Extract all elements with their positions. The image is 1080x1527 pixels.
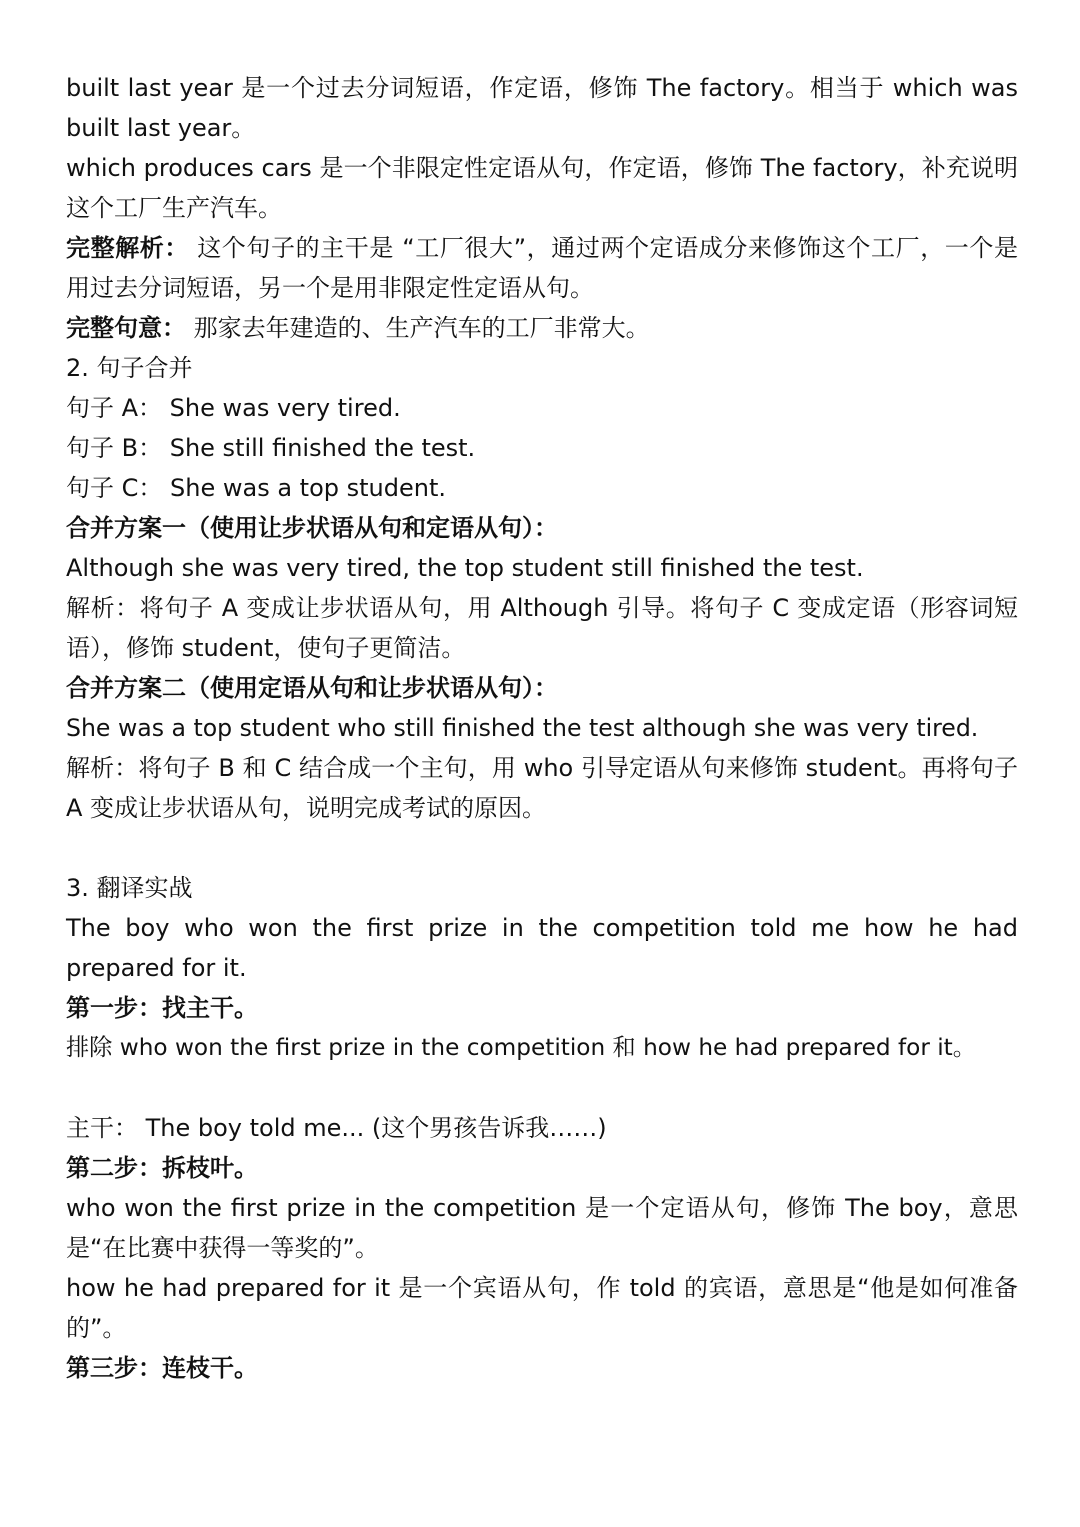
document-page bbox=[66, 68, 1018, 1388]
text-line: built last year 是一个过去分词短语，作定语，修饰 The factory。相当于 which was built last year。 bbox=[66, 74, 1018, 142]
text-line: 句子 A： She was very tired. bbox=[66, 394, 401, 422]
text-line: 主干： The boy told me... (这个男孩告诉我……) bbox=[66, 1114, 607, 1142]
text-span: 那家去年建造的、生产汽车的工厂非常大。 bbox=[186, 314, 650, 342]
section-heading: 3. 翻译实战 bbox=[66, 874, 193, 902]
meaning-paragraph bbox=[66, 308, 1018, 348]
text-span: 这个句子的主干是 “工厂很大”，通过两个定语成分来修饰这个工厂，一个是用过去分词短语，另一个是用非限定性定语从句。 bbox=[66, 234, 1018, 302]
section-heading: 2. 句子合并 bbox=[66, 354, 193, 382]
subheading: 合并方案二（使用定语从句和让步状语从句）： bbox=[66, 674, 558, 702]
subheading: 第三步：连枝干。 bbox=[66, 1354, 258, 1382]
text-line: Although she was very tired, the top student still finished the test. bbox=[66, 554, 864, 582]
text-line: The boy who won the first prize in the competition told me how he had prepared for it. bbox=[66, 914, 1018, 982]
text-line: who won the first prize in the competition 是一个定语从句，修饰 The boy，意思是“在比赛中获得一等奖的”。 bbox=[66, 1194, 1018, 1262]
text-line: how he had prepared for it 是一个宾语从句，作 told 的宾语，意思是“他是如何准备的”。 bbox=[66, 1274, 1018, 1342]
text-line: 句子 C： She was a top student. bbox=[66, 474, 446, 502]
spacer bbox=[66, 1068, 1018, 1108]
subheading: 合并方案一（使用让步状语从句和定语从句）： bbox=[66, 514, 558, 542]
text-line: 解析：将句子 B 和 C 结合成一个主句，用 who 引导定语从句来修饰 student。再将句子 A 变成让步状语从句，说明完成考试的原因。 bbox=[66, 754, 1018, 822]
text-line: She was a top student who still finished the test although she was very tired. bbox=[66, 714, 979, 742]
section-label: 完整句意： bbox=[66, 314, 186, 342]
text-line: 解析：将句子 A 变成让步状语从句，用 Although 引导。将句子 C 变成定语（形容词短语），修饰 student，使句子更简洁。 bbox=[66, 594, 1018, 662]
section-label: 完整解析： bbox=[66, 234, 189, 262]
spacer bbox=[66, 828, 1018, 868]
text-line: 句子 B： She still finished the test. bbox=[66, 434, 476, 462]
subheading: 第二步：拆枝叶。 bbox=[66, 1154, 258, 1182]
text-line: 排除 who won the first prize in the competition 和 how he had prepared for it。 bbox=[66, 1034, 976, 1061]
analysis-paragraph bbox=[66, 228, 1018, 308]
text-line: which produces cars 是一个非限定性定语从句，作定语，修饰 The factory，补充说明这个工厂生产汽车。 bbox=[66, 154, 1018, 222]
subheading: 第一步：找主干。 bbox=[66, 994, 258, 1022]
